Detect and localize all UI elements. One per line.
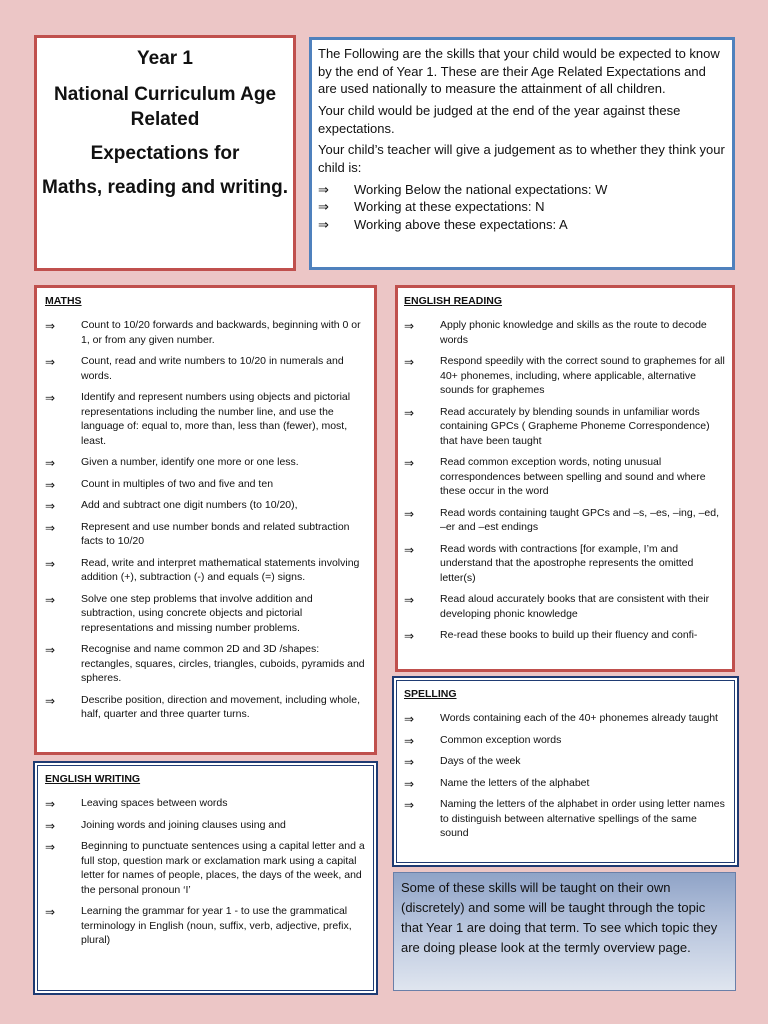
- arrow-icon: ⇒: [318, 199, 329, 215]
- arrow-icon: ⇒: [45, 693, 56, 708]
- intro-paragraph-2: Your child would be judged at the end of the year against these expectations.: [318, 103, 681, 136]
- list-item: ⇒ Describe position, direction and movement, including whole, half, quarter and three quarter turns.: [45, 693, 360, 721]
- list-item: ⇒ Read aloud accurately books that are consistent with their developing phonic knowledge: [404, 593, 710, 620]
- section-heading: ENGLISH READING: [404, 295, 503, 307]
- maths-section: [34, 285, 377, 755]
- list-item: ⇒ Common exception words: [404, 733, 562, 748]
- arrow-icon: ⇒: [45, 520, 56, 535]
- list-item: ⇒ Recognise and name common 2D and 3D /shapes: rectangles, squares, circles, triangles, cuboids, pyramids and spheres.: [45, 643, 365, 685]
- list-item: ⇒ Working Below the national expectations: W: [318, 181, 608, 197]
- reading-section: [395, 285, 735, 672]
- arrow-icon: ⇒: [45, 391, 56, 406]
- list-item: ⇒ Naming the letters of the alphabet in order using letter names to distinguish between alternative spellings of the same sound: [404, 798, 725, 840]
- intro-paragraph-3: Your child’s teacher will give a judgement as to whether they think your child is:: [318, 142, 725, 176]
- arrow-icon: ⇒: [404, 456, 415, 471]
- spelling-list: [404, 711, 727, 840]
- arrow-icon: ⇒: [45, 556, 56, 571]
- arrow-icon: ⇒: [404, 319, 415, 334]
- reading-list: [404, 318, 726, 642]
- list-item: ⇒ Count to 10/20 forwards and backwards, beginning with 0 or 1, or from any given number.: [45, 319, 361, 346]
- section-heading: SPELLING: [404, 688, 457, 700]
- arrow-icon: ⇒: [404, 733, 415, 748]
- list-item: ⇒ Solve one step problems that involve addition and subtraction, using concrete objects and pictorial representations and missing number problems.: [45, 592, 313, 634]
- topic-note: Some of these skills will be taught on their own (discretely) and some will be taught through the topic that Year 1 are doing that term. To see which topic they are doing please look at the termly overview page.: [393, 872, 736, 991]
- section-heading: MATHS: [45, 295, 82, 307]
- list-item: ⇒ Given a number, identify one more or one less.: [45, 456, 299, 471]
- list-item: ⇒ Beginning to punctuate sentences using a capital letter and a full stop, question mark or exclamation mark using a capital letter for names of people, places, the days of the week, and the personal pronoun ‘I’: [45, 840, 365, 896]
- title-year: Year 1: [137, 48, 193, 69]
- list-item: ⇒ Read words with contractions [for example, I’m and understand that the apostrophe represents the omitted letter(s): [404, 542, 694, 584]
- list-item: ⇒ Working above these expectations: A: [318, 217, 568, 233]
- arrow-icon: ⇒: [45, 818, 56, 833]
- list-item: ⇒ Count in multiples of two and five and ten: [45, 477, 274, 492]
- writing-list: [45, 796, 366, 947]
- list-item: ⇒ Joining words and joining clauses using and: [45, 818, 286, 833]
- list-item: ⇒ Count, read and write numbers to 10/20 in numerals and words.: [45, 355, 344, 382]
- arrow-icon: ⇒: [45, 840, 56, 855]
- arrow-icon: ⇒: [45, 905, 56, 920]
- arrow-icon: ⇒: [318, 217, 329, 233]
- list-item: ⇒ Read words containing taught GPCs and –s, –es, –ing, –ed, –er and –est endings: [404, 506, 720, 534]
- arrow-icon: ⇒: [404, 355, 415, 370]
- judgement-list: [318, 181, 726, 234]
- arrow-icon: ⇒: [404, 629, 415, 644]
- list-item: ⇒ Represent and use number bonds and related subtraction facts to 10/20: [45, 520, 350, 548]
- arrow-icon: ⇒: [45, 643, 56, 658]
- arrow-icon: ⇒: [45, 499, 56, 514]
- list-item: ⇒ Apply phonic knowledge and skills as the route to decode words: [404, 319, 707, 346]
- maths-list: [45, 318, 366, 721]
- title-line-2: National Curriculum Age Related: [53, 83, 277, 131]
- list-item: ⇒ Working at these expectations: N: [318, 199, 545, 215]
- arrow-icon: ⇒: [318, 181, 329, 197]
- arrow-icon: ⇒: [45, 477, 56, 492]
- arrow-icon: ⇒: [404, 776, 415, 791]
- list-item: ⇒ Respond speedily with the correct sound to graphemes for all 40+ phonemes, including, where applicable, alternative sounds for graphemes: [404, 355, 725, 397]
- list-item: ⇒ Days of the week: [404, 755, 521, 770]
- arrow-icon: ⇒: [45, 592, 56, 607]
- spelling-section: [393, 677, 738, 866]
- arrow-icon: ⇒: [45, 797, 56, 812]
- arrow-icon: ⇒: [404, 755, 415, 770]
- arrow-icon: ⇒: [45, 319, 56, 334]
- arrow-icon: ⇒: [404, 542, 415, 557]
- intro-paragraph-1: The Following are the skills that your child would be expected to know by the end of Year 1. These are their Age Related Expectations and are used nationally to measure the attainment of all children.: [318, 46, 720, 97]
- title-line-4: Maths, reading and writing.: [42, 176, 288, 198]
- arrow-icon: ⇒: [404, 798, 415, 813]
- list-item: ⇒ Words containing each of the 40+ phonemes already taught: [404, 712, 718, 727]
- arrow-icon: ⇒: [45, 355, 56, 370]
- list-item: ⇒ Add and subtract one digit numbers (to 10/20),: [45, 499, 298, 514]
- list-item: ⇒ Name the letters of the alphabet: [404, 776, 590, 791]
- arrow-icon: ⇒: [404, 405, 415, 420]
- writing-section: [34, 762, 377, 994]
- list-item: ⇒ Read common exception words, noting unusual correspondences between spelling and sound and where these occur in the word: [404, 456, 706, 498]
- intro-box: [309, 37, 735, 270]
- arrow-icon: ⇒: [404, 506, 415, 521]
- arrow-icon: ⇒: [45, 456, 56, 471]
- arrow-icon: ⇒: [404, 593, 415, 608]
- list-item: ⇒ Learning the grammar for year 1 - to use the grammatical terminology in English (noun, suffix, verb, adjective, prefix, plural): [45, 905, 352, 947]
- arrow-icon: ⇒: [404, 712, 415, 727]
- list-item: ⇒ Read, write and interpret mathematical statements involving addition (+), subtraction (-) and equals (=) signs.: [45, 556, 360, 584]
- list-item: ⇒ Identify and represent numbers using objects and pictorial representations including the number line, and use the language of: equal to, more than, less than (fewer), most, least.: [45, 391, 351, 447]
- list-item: ⇒ Re-read these books to build up their fluency and confi-: [404, 629, 698, 644]
- title-line-3: Expectations for: [90, 142, 240, 164]
- section-heading: ENGLISH WRITING: [45, 773, 141, 785]
- list-item: ⇒ Leaving spaces between words: [45, 797, 228, 812]
- list-item: ⇒ Read accurately by blending sounds in unfamiliar words containing GPCs ( Grapheme Phoneme Correspondence) that have been taught: [404, 405, 710, 447]
- title-box: [34, 35, 296, 271]
